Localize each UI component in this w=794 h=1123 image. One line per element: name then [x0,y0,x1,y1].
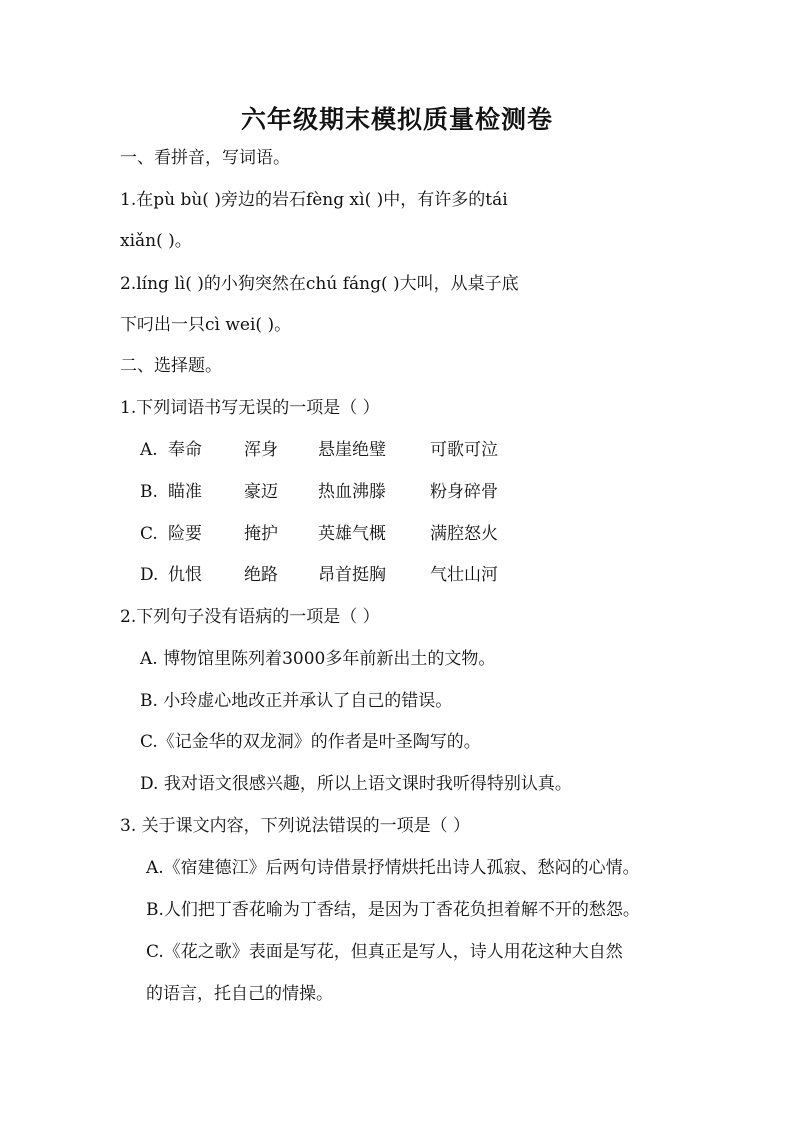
option-a-word-2: 浑身 [244,440,278,460]
option-a-word-4: 可歌可泣 [430,440,498,460]
option-c-word-2: 掩护 [244,524,278,544]
exam-title: 六年级期末模拟质量检测卷 [240,105,553,134]
choice-q3-option-b: B.人们把丁香花喻为丁香结，是因为丁香花负担着解不开的愁怨。 [146,900,640,920]
choice-q3-option-c: C.《花之歌》表面是写花，但真正是写人，诗人用花这种大自然 [146,942,623,962]
option-d-word-3: 昂首挺胸 [318,565,386,585]
option-d-word-1: 仇恨 [168,565,202,585]
choice-q2-option-a: A. 博物馆里陈列着3000多年前新出土的文物。 [140,649,496,669]
option-d-letter: D. [140,565,159,585]
option-b-letter: B. [140,482,158,502]
choice-q2-stem: 2.下列句子没有语病的一项是（ ） [120,607,380,627]
option-c-word-1: 险要 [168,524,202,544]
choice-q3-option-a: A.《宿建德江》后两句诗借景抒情烘托出诗人孤寂、愁闷的心情。 [146,858,640,878]
section2-heading: 二、选择题。 [120,356,222,376]
choice-q3-option-c-cont: 的语言，托自己的情操。 [146,984,333,1004]
choice-q2-option-c: C.《记金华的双龙洞》的作者是叶圣陶写的。 [140,732,481,752]
q1-pinyin-line2: xiǎn( )。 [120,231,192,251]
choice-q2-option-b: B. 小玲虚心地改正并承认了自己的错误。 [140,691,453,711]
option-c-word-4: 满腔怒火 [430,524,498,544]
choice-q2-option-d: D. 我对语文很感兴趣，所以上语文课时我听得特别认真。 [140,774,572,794]
option-a-letter: A. [140,440,158,460]
choice-q3-stem: 3. 关于课文内容，下列说法错误的一项是（ ） [120,816,471,836]
option-b-word-4: 粉身碎骨 [430,482,498,502]
choice-q1-stem: 1.下列词语书写无误的一项是（ ） [120,398,380,418]
option-d-word-4: 气壮山河 [430,565,498,585]
option-a-word-1: 奉命 [168,440,202,460]
option-b-word-3: 热血沸滕 [318,482,386,502]
option-c-letter: C. [140,524,158,544]
option-d-word-2: 绝路 [244,565,278,585]
q2-pinyin-line2: 下叼出一只cì wei( )。 [120,315,292,335]
section1-heading: 一、看拼音，写词语。 [120,148,290,168]
option-c-word-3: 英雄气概 [318,524,386,544]
q1-pinyin-line1: 1.在pù bù( )旁边的岩石fèng xì( )中，有许多的tái [120,190,508,210]
option-b-word-2: 豪迈 [244,482,278,502]
q2-pinyin-line1: 2.líng lì( )的小狗突然在chú fáng( )大叫，从桌子底 [120,274,519,294]
option-a-word-3: 悬崖绝璧 [318,440,386,460]
option-b-word-1: 瞄准 [168,482,202,502]
